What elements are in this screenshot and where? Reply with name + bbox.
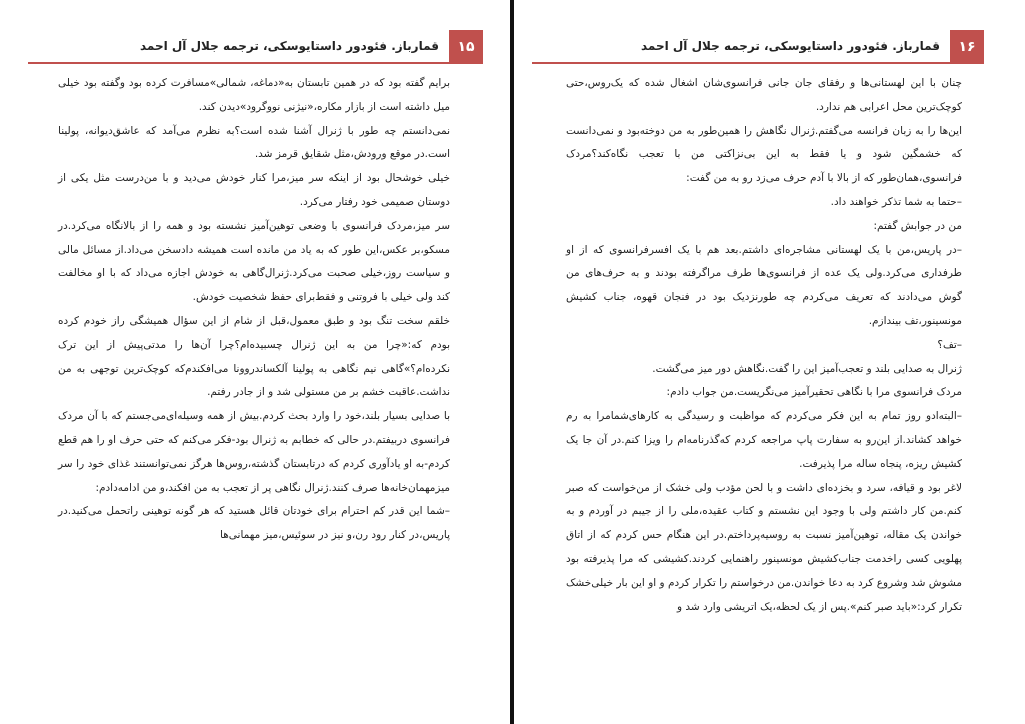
paragraph: من در جوابش گفتم: bbox=[873, 219, 962, 232]
paragraph: نمی‌دانستم چه طور با ژنرال آشنا شده است؟به نظرم می‌آمد که عاشق‌دیوانه، پولینا است.در موقع ورودش،مثل شقایق قرمز شد. bbox=[58, 124, 450, 161]
page-body bbox=[566, 72, 962, 619]
page-number-badge: ۱۵ bbox=[449, 30, 483, 64]
paragraph: برایم گفته بود که در همین تابستان به«دماغه، شمالی»مسافرت کرده بود وگفته بود خیلی میل داشته است از بازار مکاره،«نیژنی نووگرود»دیدن کند. bbox=[58, 77, 450, 113]
paragraph: خیلی خوشحال بود از اینکه سر میز،مرا کنار خودش می‌دید و با من‌درست مثل یکی از دوستان صمیمی خود رفتار می‌کرد. bbox=[58, 172, 450, 208]
page-number-badge: ۱۶ bbox=[950, 30, 984, 64]
paragraph: ژنرال به صدایی بلند و تعجب‌آمیز این را گفت.نگاهش دور میز می‌گشت. bbox=[652, 362, 962, 375]
running-title: قمارباز. فئودور داستایوسکی، ترجمه جلال آل احمد bbox=[139, 39, 439, 53]
paragraph: –تف؟ bbox=[937, 338, 962, 351]
paragraph: –حتما به شما تذکر خواهند داد. bbox=[830, 195, 962, 208]
left-page bbox=[0, 0, 511, 724]
paragraph: لاغر بود و قیافه، سرد و بخزده‌ای داشت و با لحن مؤدب ولی خشک از من‌خواست که صبر کنم.من کار داشتم ولی با وجود این نشستم و کتاب عقیده،ملی را از جیبم در آوردم و به خواندن یک مقاله، توهین‌آمیز نسبت به روسیه‌پرداختم.در این هنگام حس کردم که از اتاق پهلویی کسی راخدمت جناب‌کشیش مونسینور راهنمایی کردند.کشیشی که مرا پذیرفته بود مشوش شد وشروع کرد به دعا خواندن.من درخواستم را تکرار کردم و او این بار خیلی‌خشک تکرار کرد:«باید صبر کنم».پس از یک لحظه،یک اتریشی وارد شد و bbox=[566, 481, 962, 613]
paragraph: –شما این قدر کم احترام برای خودتان قائل هستید که هر گونه توهینی راتحمل می‌کنید.در پاریس،در کنار رود رن،و نیز در سوئیس،میز مهمانی‌ها bbox=[58, 505, 450, 542]
right-page bbox=[514, 0, 1025, 724]
page-header bbox=[28, 30, 483, 64]
paragraph: با صدایی بسیار بلند،خود را وارد بحث کردم.بیش از همه وسیله‌ای‌می‌جستم که با آن مردک فرانسوی دربیفتم.در حالی که خطابم به ژنرال بود-فکر می‌کنم که حتی حرف او را هم قطع کردم-به او یادآوری کردم که درتابستان گذشته،روس‌ها هرگز نمی‌توانستند غذای خود را سر میزمهمان‌خانه‌ها صرف کنند.ژنرال نگاهی پر از تعجب به من افکند،و من ادامه‌دادم: bbox=[58, 410, 450, 494]
paragraph: –در پاریس،من با یک لهستانی مشاجره‌ای داشتم.بعد هم با یک افسرفرانسوی که از او طرفداری می‌کرد.ولی یک عده از فرانسوی‌ها طرف مراگرفته بودند و به حرف‌های من گوش می‌دادند که تعریف می‌کردم چه طورنزدیک بود در فنجان قهوه، جناب کشیش مونسینور،تف بیندازم. bbox=[566, 243, 962, 327]
paragraph: مردک فرانسوی مرا با نگاهی تحقیرآمیز می‌نگریست.من جواب دادم: bbox=[666, 386, 962, 399]
paragraph: این‌ها را به زبان فرانسه می‌گفتم.ژنرال نگاهش را همین‌طور به من دوخته‌بود و نمی‌دانست که خشمگین شود و یا فقط به این بی‌نزاکتی من با تعجب نگاه‌کند؟مردک فرانسوی،همان‌طور که از بالا با آدم حرف می‌زد رو به من گفت: bbox=[566, 124, 962, 185]
header-rule bbox=[28, 62, 449, 64]
page-body bbox=[58, 72, 450, 548]
paragraph: –البته‌ادو روز تمام به این فکر می‌کردم که مواظبت و رسیدگی به کارهای‌شمامرا به رم خواهد کشاند.از این‌رو به سفارت پاپ مراجعه کردم که‌گذرنامه‌ام را ویزا کنم.در آن جا یک کشیش ریزه، پنجاه ساله مرا پذیرفت. bbox=[566, 410, 962, 470]
paragraph: چنان با این لهستانی‌ها و رفقای جان جانی فرانسوی‌شان اشغال شده که یک‌روس،حتی کوچک‌ترین محل اعرابی هم ندارد. bbox=[566, 77, 962, 113]
header-rule bbox=[532, 62, 950, 64]
paragraph: خلقم سخت تنگ بود و طبق معمول،قبل از شام از این سؤال همیشگی راز خودم کرده بودم که:«چرا من به این ژنرال چسبیده‌ام؟چرا آن‌ها را مدتی‌پیش از این ترک نکرده‌ام؟»گاهی نیم نگاهی به پولینا آلکساندروونا می‌افکندم‌که کوچک‌ترین توجهی به من نداشت.عاقبت خشم بر من مستولی شد و از جادر رفتم. bbox=[58, 314, 450, 399]
page-header bbox=[532, 30, 984, 64]
running-title: قمارباز. فئودور داستایوسکی، ترجمه جلال آل احمد bbox=[640, 39, 940, 53]
paragraph: سر میز،مردک فرانسوی با وضعی توهین‌آمیز نشسته بود و همه را از بالانگاه می‌کرد.در مسکو،بر عکس،این طور که به یاد من مانده است همیشه دادسخن می‌داد.از مسائل مالی و سیاست روز،خیلی صحبت می‌کرد.ژنرال‌گاهی به خودش اجازه می‌داد که با او مخالفت کند ولی خیلی با فروتنی و فقط‌برای حفظ شخصیت خودش. bbox=[58, 219, 450, 304]
